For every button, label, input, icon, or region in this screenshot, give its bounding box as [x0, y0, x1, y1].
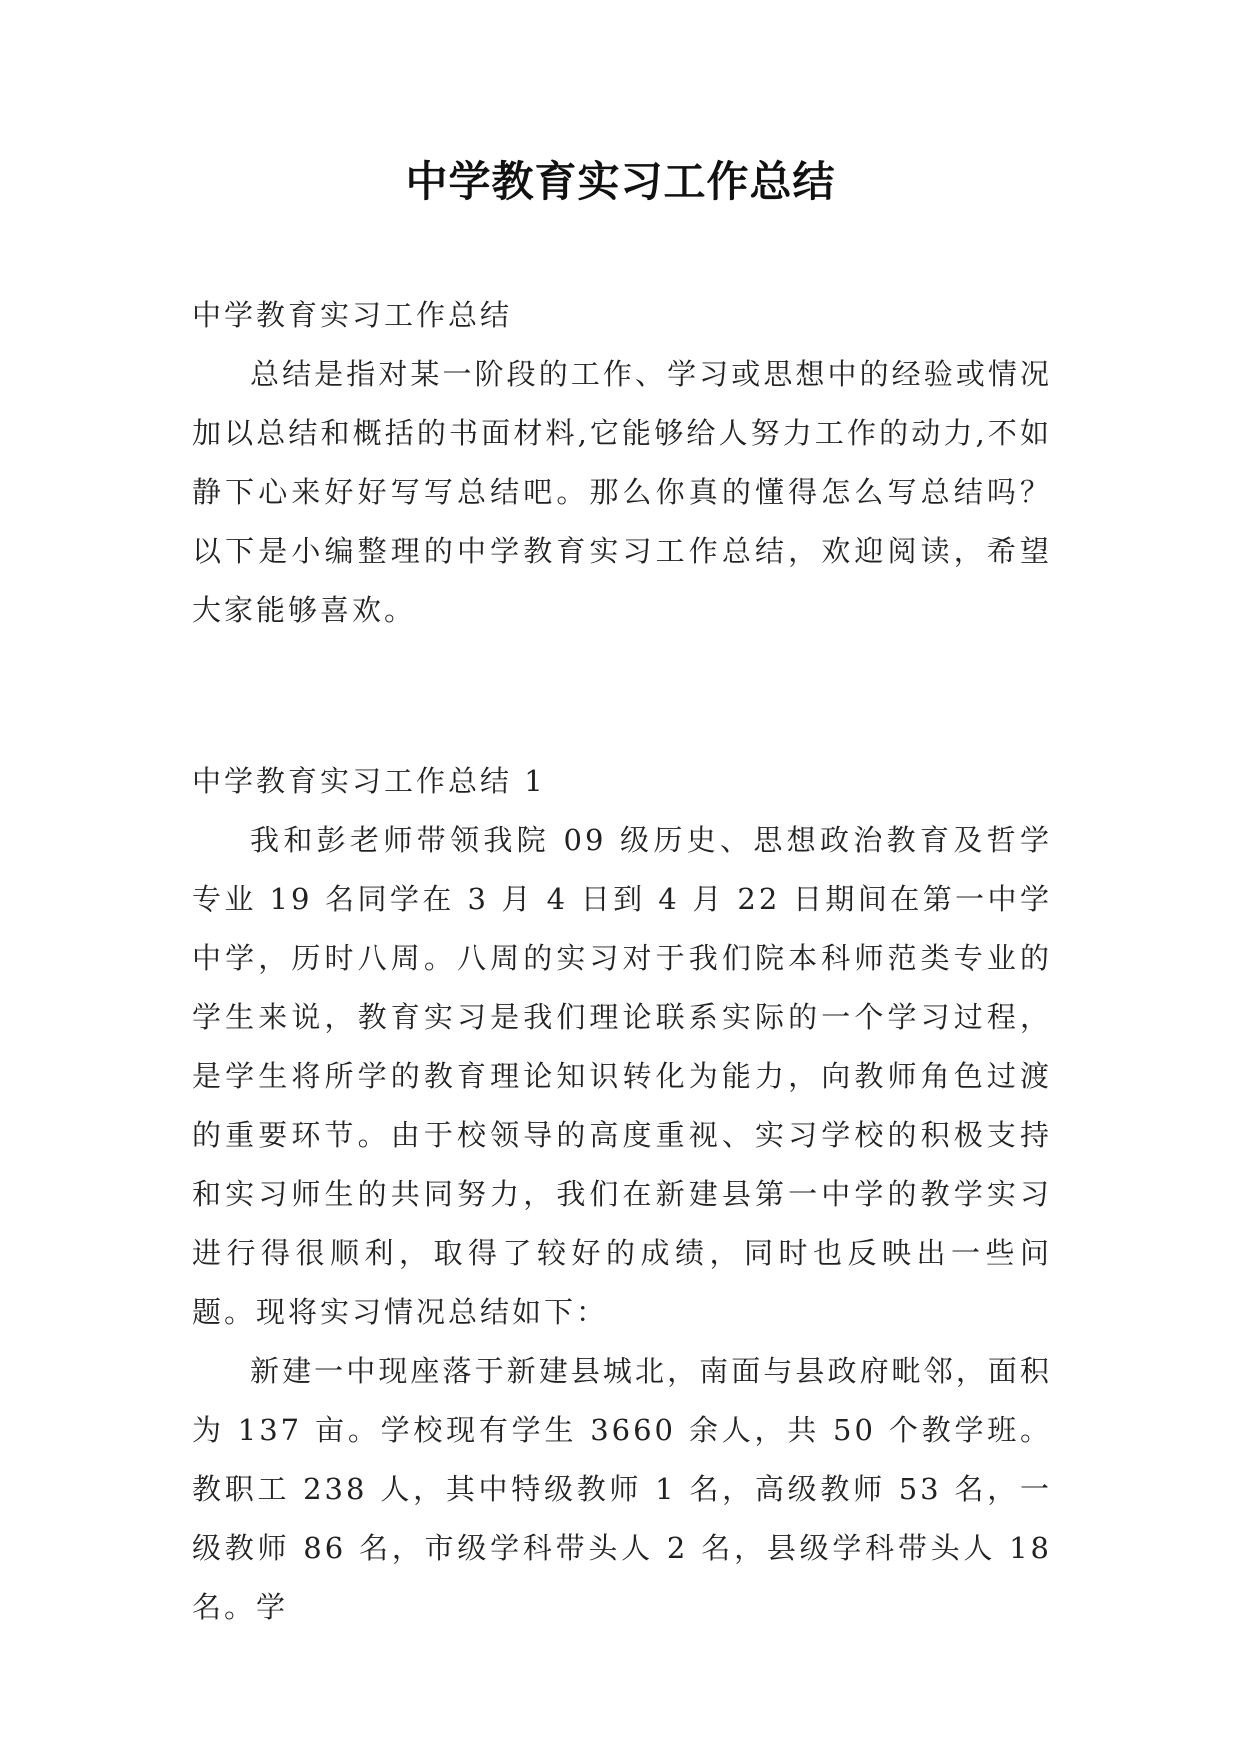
intro-block [192, 286, 1052, 640]
section-1-paragraph-2: 新建一中现座落于新建县城北，南面与县政府毗邻，面积为 137 亩。学校现有学生 3660 余人，共 50 个教学班。教职工 238 人，其中特级教师 1 名，高级教师 53 名，一级教师 86 名，市级学科带头人 2 名，县级学科带头人 18 名。学 [192, 1354, 1052, 1624]
document-title: 中学教育实习工作总结 [405, 157, 836, 206]
section-1-block [192, 752, 1052, 1637]
section-1-heading: 中学教育实习工作总结 1 [192, 764, 546, 798]
section-1-paragraph-1: 我和彭老师带领我院 09 级历史、思想政治教育及哲学专业 19 名同学在 3 月 4 日到 4 月 22 日期间在第一中学中学，历时八周。八周的实习对于我们院本科师范类专业的学生来说，教育实习是我们理论联系实际的一个学习过程，是学生将所学的教育理论知识转化为能力，向教师角色过渡的重要环节。由于校领导的高度重视、实习学校的积极支持和实习师生的共同努力，我们在新建县第一中学的教学实习进行得很顺利，取得了较好的成绩，同时也反映出一些问题。现将实习情况总结如下： [192, 823, 1052, 1329]
intro-heading: 中学教育实习工作总结 [192, 298, 513, 332]
intro-paragraph: 总结是指对某一阶段的工作、学习或思想中的经验或情况加以总结和概括的书面材料,它能够给人努力工作的动力,不如静下心来好好写写总结吧。那么你真的懂得怎么写总结吗？以下是小编整理的中学教育实习工作总结，欢迎阅读，希望大家能够喜欢。 [192, 357, 1052, 627]
